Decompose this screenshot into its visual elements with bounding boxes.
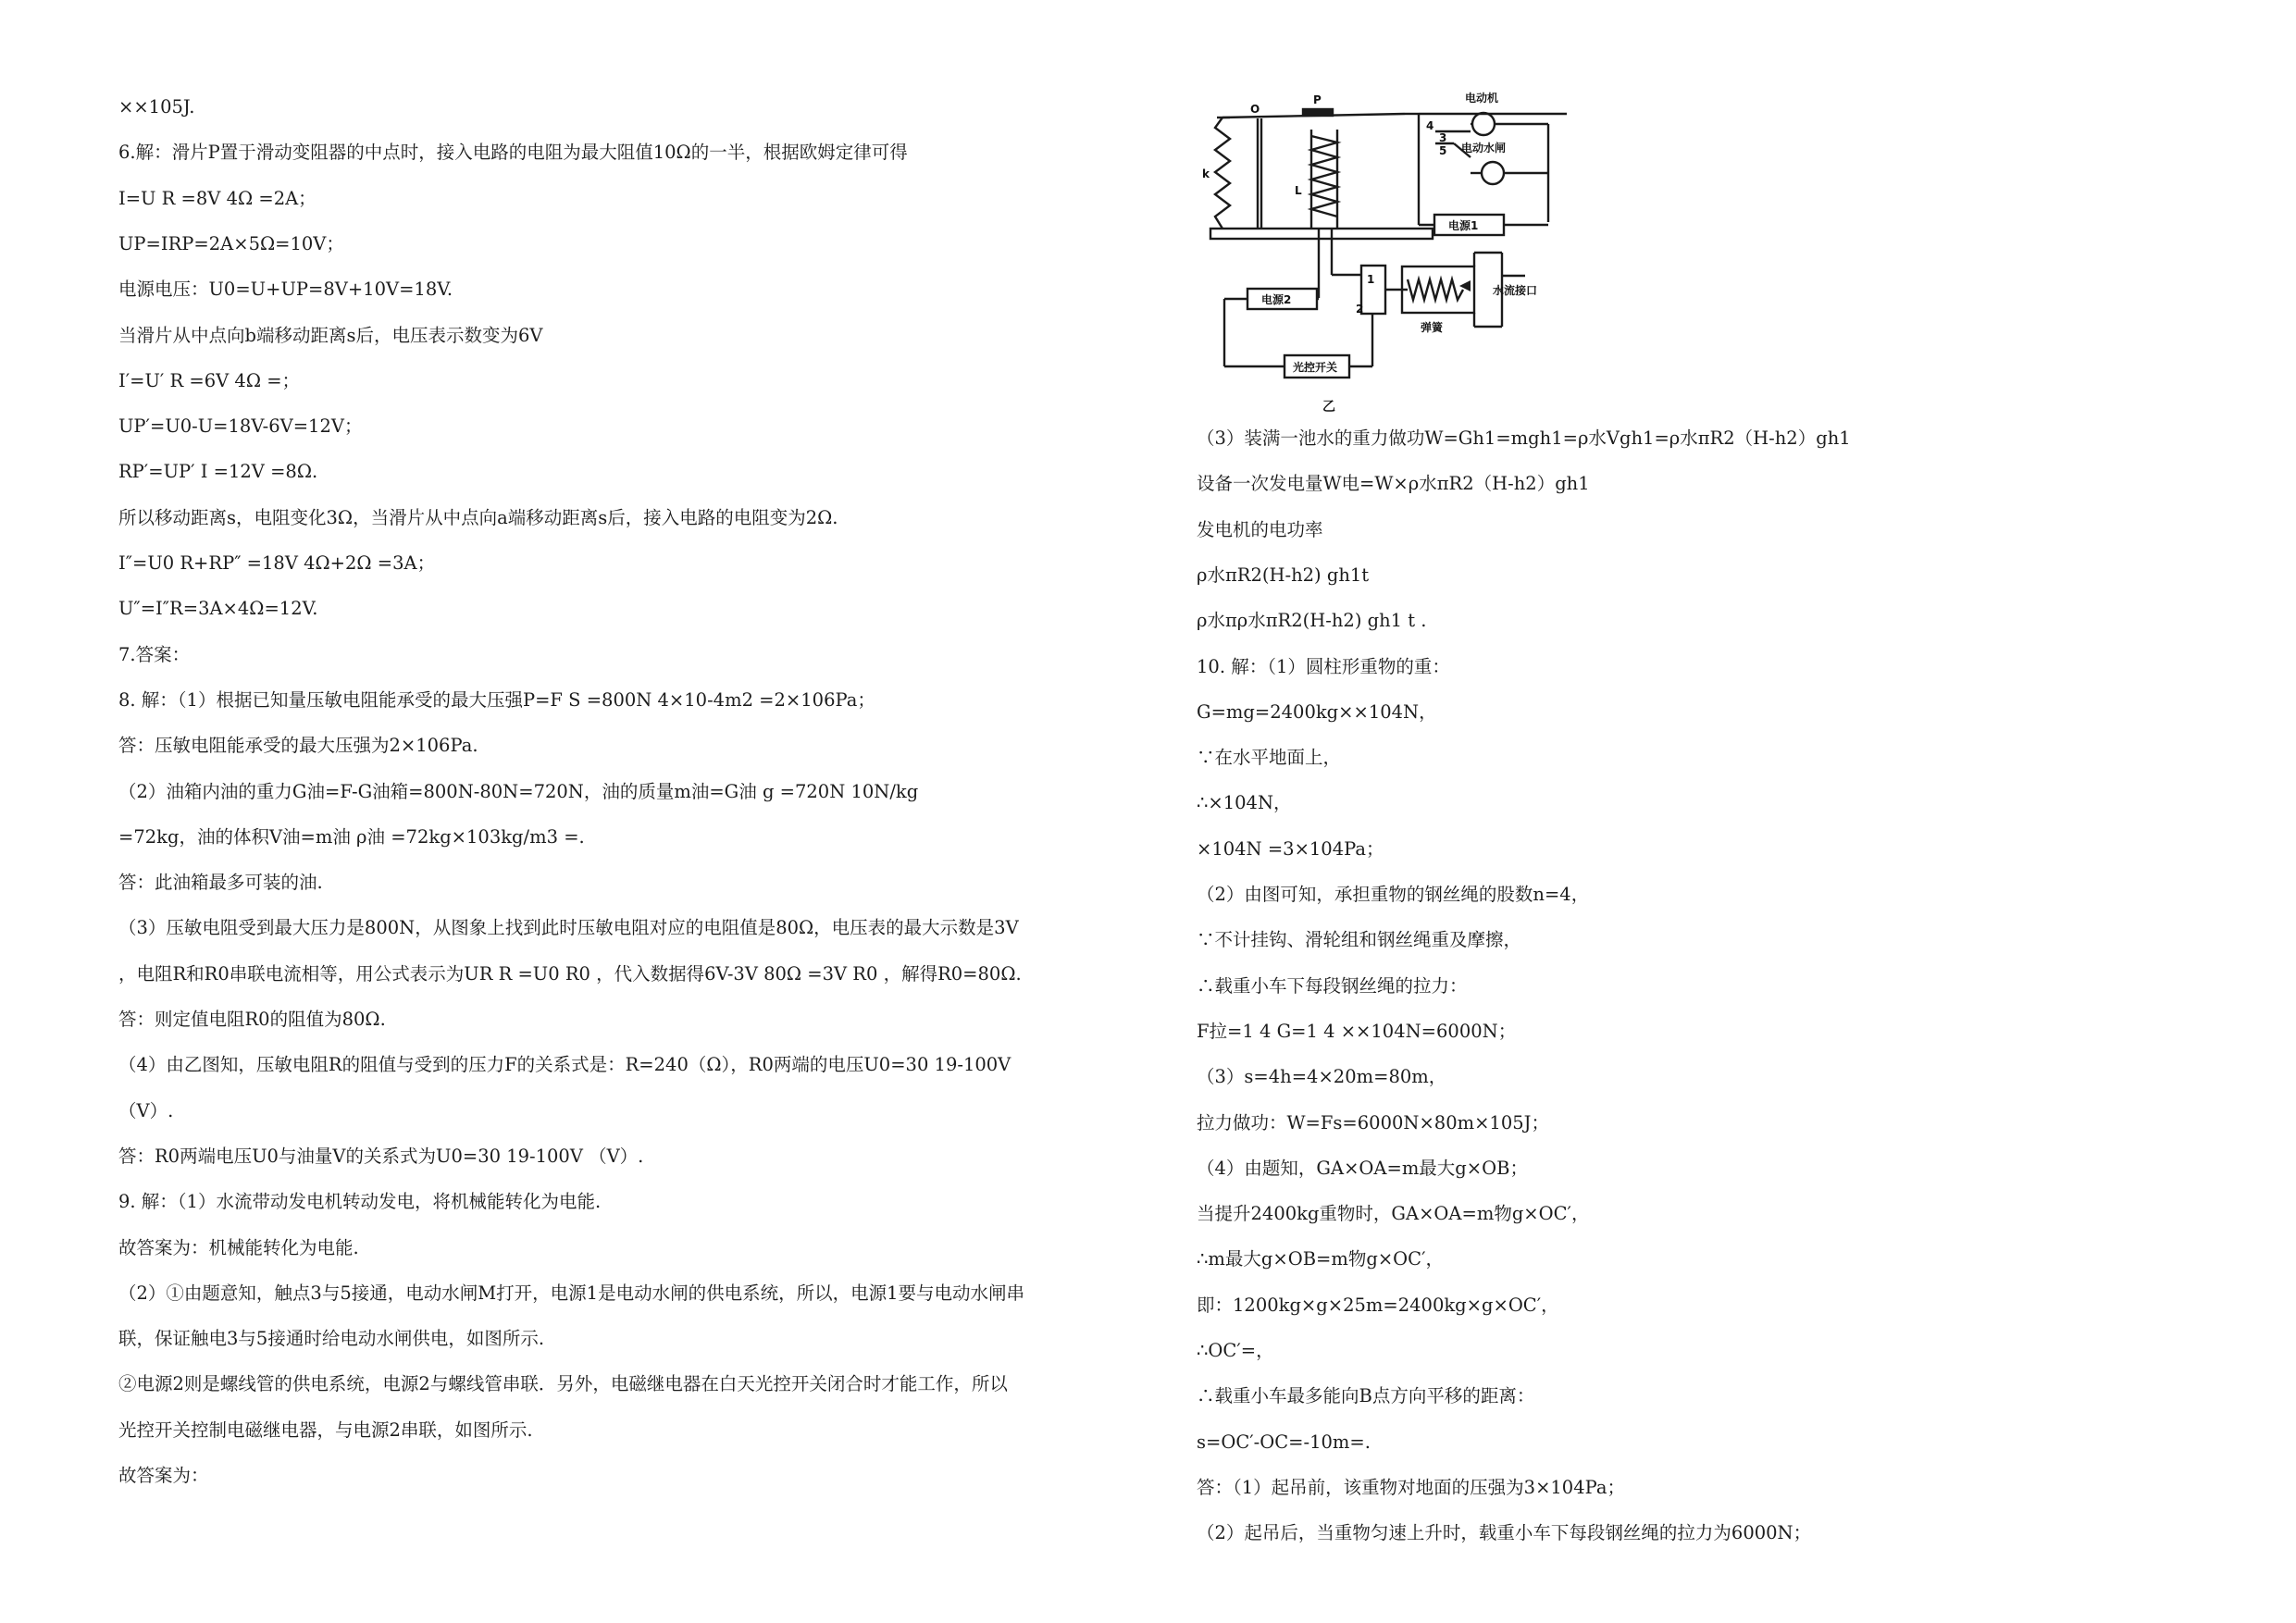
text-line: 故答案为：机械能转化为电能. xyxy=(118,1236,359,1258)
text-line: 电源电压：U0=U+UP=8V+10V=18V. xyxy=(118,279,453,301)
text-line: G=mg=2400kg××104N， xyxy=(1197,700,1437,723)
text-line: ××105J. xyxy=(118,96,195,118)
text-line: 联，保证触电3与5接通时给电动水闸供电，如图所示. xyxy=(118,1328,545,1350)
text-line: （3）s=4h=4×20m=80m， xyxy=(1197,1066,1447,1088)
label-contact-2: 2 xyxy=(1356,303,1364,316)
text-line: 当滑片从中点向b端移动距离s后，电压表示数变为6V xyxy=(118,324,543,346)
label-contact-3: 3 xyxy=(1439,131,1447,144)
text-line: 8. 解：（1）根据已知量压敏电阻能承受的最大压强P=F S =800N 4×10-4m2 =2×106Pa； xyxy=(118,688,875,711)
text-line: I′=U′ R =6V 4Ω =； xyxy=(118,369,301,391)
label-water-inlet: 水流接口 xyxy=(1493,284,1538,297)
text-line: （2）油箱内油的重力G油=F-G油箱=800N-80N=720N，油的质量m油=G油 g =720N 10N/kg xyxy=(118,780,919,802)
label-power-2: 电源2 xyxy=(1261,293,1292,306)
text-line: 发电机的电功率 xyxy=(1197,518,1323,540)
text-line: ∵在水平地面上， xyxy=(1197,747,1342,769)
text-line: ∴载重小车最多能向B点方向平移的距离： xyxy=(1197,1385,1535,1407)
text-line: ρ水πρ水πR2(H-h2) gh1 t . xyxy=(1197,610,1427,632)
armature-p xyxy=(1303,109,1333,116)
motor-symbol xyxy=(1472,113,1495,135)
text-line: （2）由图可知，承担重物的钢丝绳的股数n=4， xyxy=(1197,884,1590,905)
text-line: I″=U0 R+RP″ =18V 4Ω+2Ω =3A； xyxy=(118,552,436,574)
label-contact-5: 5 xyxy=(1439,144,1447,157)
label-contact-4: 4 xyxy=(1426,119,1434,132)
text-line: 答：压敏电阻能承受的最大压强为2×106Pa. xyxy=(118,735,478,757)
text-line: 当提升2400kg重物时，GA×OA=m物g×OC′， xyxy=(1197,1203,1590,1225)
text-line: 答：则定值电阻R0的阻值为80Ω. xyxy=(118,1009,386,1030)
label-power-1: 电源1 xyxy=(1448,219,1479,232)
text-line: 光控开关控制电磁继电器，与电源2串联，如图所示. xyxy=(118,1419,533,1441)
label-l: L xyxy=(1295,184,1302,197)
spring-k xyxy=(1215,118,1230,229)
text-line: 即：1200kg×g×25m=2400kg×g×OC′， xyxy=(1197,1294,1559,1316)
text-line: 9. 解：（1）水流带动发电机转动发电，将机械能转化为电能. xyxy=(118,1191,602,1213)
inlet-spring xyxy=(1408,279,1463,300)
text-line: ρ水πR2(H-h2) gh1t xyxy=(1197,564,1370,586)
text-line: =72kg，油的体积V油=m油 ρ油 =72kg×103kg/m3 =. xyxy=(118,825,585,848)
text-line: ∴m最大g×OB=m物g×OC′， xyxy=(1197,1248,1445,1270)
text-line: ∴×104N， xyxy=(1197,792,1292,814)
text-line: ×104N =3×104Pa； xyxy=(1197,837,1384,860)
text-line: ∵不计挂钩、滑轮组和钢丝绳重及摩擦， xyxy=(1197,929,1522,951)
text-line: 故答案为： xyxy=(118,1465,209,1486)
text-line: （4）由乙图知，压敏电阻R的阻值与受到的压力F的关系式是：R=240（Ω），R0两端的电压U0=30 19-100V xyxy=(118,1054,1011,1076)
text-line: 答：R0两端电压U0与油量V的关系式为U0=30 19-100V （V）. xyxy=(118,1145,644,1167)
text-line: 10. 解：（1）圆柱形重物的重： xyxy=(1197,655,1450,677)
label-gate: 电动水闸 xyxy=(1461,142,1507,155)
text-line: ∴载重小车下每段钢丝绳的拉力： xyxy=(1197,974,1468,997)
text-line: 答：此油箱最多可装的油. xyxy=(118,872,323,894)
figure-caption: 乙 xyxy=(1322,400,1335,415)
text-line: （V）. xyxy=(118,1099,174,1121)
base-platform xyxy=(1210,229,1433,239)
text-line: 所以移动距离s，电阻变化3Ω，当滑片从中点向a端移动距离s后，接入电路的电阻变为2Ω. xyxy=(118,506,838,528)
label-motor: 电动机 xyxy=(1465,92,1499,105)
text-line: 拉力做功：W=Fs=6000N×80m×105J； xyxy=(1197,1111,1549,1134)
text-line: s=OC′-OC=-10m=. xyxy=(1197,1431,1371,1453)
coil-l xyxy=(1311,136,1337,217)
text-line: （3）压敏电阻受到最大压力是800N，从图象上找到此时压敏电阻对应的电阻值是80Ω，电压表的最大示数是3V xyxy=(118,917,1019,939)
text-line: 6.解：滑片P置于滑动变阻器的中点时，接入电路的电阻为最大阻值10Ω的一半，根据欧姆定律可得 xyxy=(118,142,908,164)
label-k: k xyxy=(1202,167,1210,180)
text-line: （2）①由题意知，触点3与5接通，电动水闸M打开，电源1是电动水闸的供电系统，所以，电源1要与电动水闸串 xyxy=(118,1282,1024,1304)
label-o: O xyxy=(1250,103,1260,116)
text-line: 答：（1）起吊前，该重物对地面的压强为3×104Pa； xyxy=(1197,1476,1625,1498)
gate-symbol xyxy=(1482,162,1504,184)
label-light-switch: 光控开关 xyxy=(1293,361,1338,374)
text-line: UP=IRP=2A×5Ω=10V； xyxy=(118,232,344,254)
text-line: U″=I″R=3A×4Ω=12V. xyxy=(118,598,318,620)
label-p: P xyxy=(1313,93,1322,106)
text-line: ②电源2则是螺线管的供电系统，电源2与螺线管串联．另外，电磁继电器在白天光控开关闭合时才能工作，所以 xyxy=(118,1373,1008,1395)
text-line: UP′=U0-U=18V-6V=12V； xyxy=(118,415,363,438)
text-line: 7.答案： xyxy=(118,643,191,665)
text-line: ∴OC′=， xyxy=(1197,1340,1274,1361)
text-line: （3）装满一池水的重力做功W=Gh1=mgh1=ρ水Vgh1=ρ水πR2（H-h2）gh1 xyxy=(1197,427,1851,449)
text-line: I=U R =8V 4Ω =2A； xyxy=(118,187,316,209)
text-line: （4）由题知，GA×OA=m最大g×OB； xyxy=(1197,1157,1528,1179)
circuit-diagram xyxy=(1197,85,1567,420)
flow-arrow-icon xyxy=(1459,280,1471,291)
label-contact-1: 1 xyxy=(1367,273,1375,286)
text-line: （2）起吊后，当重物匀速上升时，载重小车下每段钢丝绳的拉力为6000N； xyxy=(1197,1522,1812,1544)
text-line: RP′=UP′ I =12V =8Ω. xyxy=(118,461,318,483)
text-line: F拉=1 4 G=1 4 ××104N=6000N； xyxy=(1197,1020,1517,1042)
label-spring: 弹簧 xyxy=(1421,321,1444,334)
text-line: ，电阻R和R0串联电流相等，用公式表示为UR R =U0 R0 ，代入数据得6V-3V 80Ω =3V R0 ，解得R0=80Ω. xyxy=(118,962,1022,985)
text-line: 设备一次发电量W电=W×ρ水πR2（H-h2）gh1 xyxy=(1197,473,1590,495)
